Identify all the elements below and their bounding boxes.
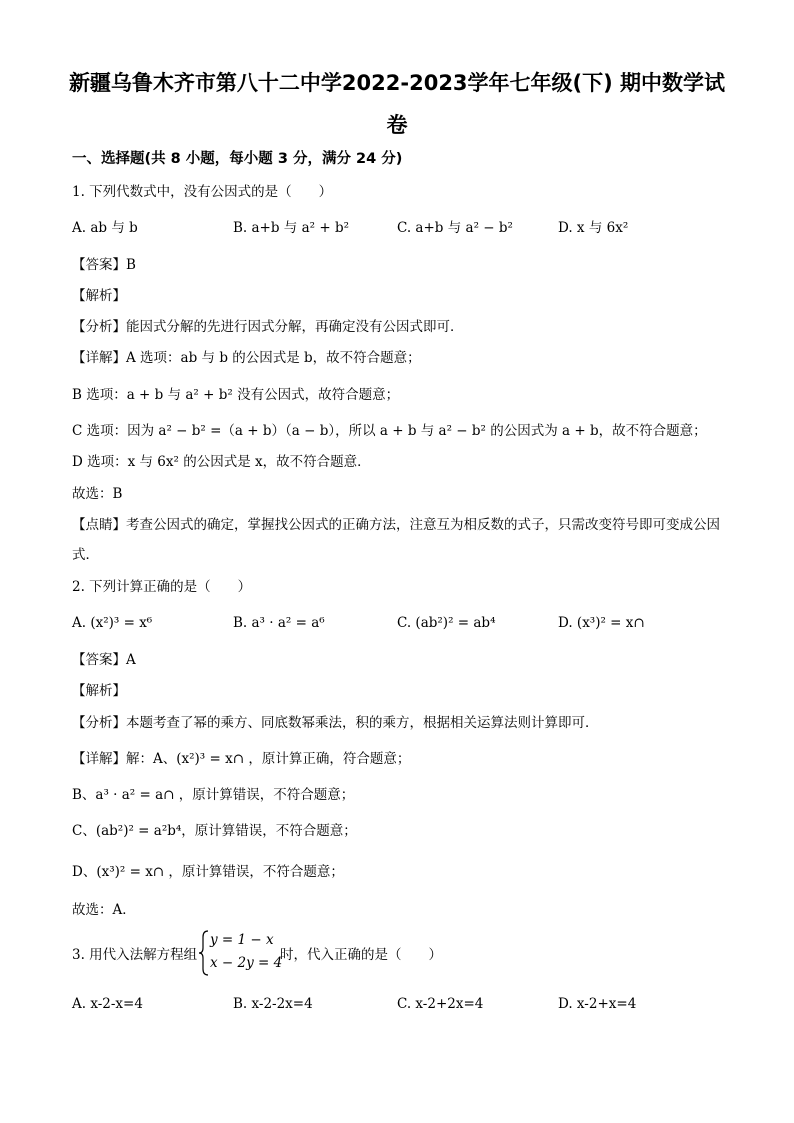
q2-option-c: C. (ab²)² = ab⁴ [397, 615, 496, 631]
q2-detail-a: 【详解】解：A、(x²)³ = x∩ ，原计算正确，符合题意； [72, 751, 411, 767]
q1-dianjing: 【点睛】考查公因式的确定，掌握找公因式的正确方法，注意互为相反数的式子，只需改变符号即可变成公因式． [72, 517, 720, 563]
q2-detail-d: D、(x³)² = x∩ ，原计算错误，不符合题意； [72, 864, 344, 880]
q1-choice: 故选：B [72, 486, 123, 502]
q2-option-a: A. (x²)³ = x⁶ [72, 615, 153, 631]
q1-detail-b: B 选项：a + b 与 a² + b² 没有公因式，故符合题意； [72, 387, 400, 403]
q2-stem: 2. 下列计算正确的是（ ） [72, 579, 252, 595]
q2-choice: 故选：A． [72, 902, 136, 918]
q3-option-c: C. x-2+2x=4 [397, 996, 484, 1012]
q3-option-d: D. x-2+x=4 [558, 996, 637, 1012]
q3-equation-system [198, 930, 288, 974]
q2-analysis-heading: 【解析】 [72, 683, 126, 699]
q1-analysis-heading: 【解析】 [72, 288, 126, 304]
q1-stem: 1. 下列代数式中，没有公因式的是（ ） [72, 184, 333, 200]
q2-option-b: B. a³ · a² = a⁶ [233, 615, 325, 631]
q1-analysis-fenxi: 【分析】能因式分解的先进行因式分解，再确定没有公因式即可． [72, 319, 464, 335]
q1-option-b: B. a+b 与 a² + b² [233, 220, 349, 236]
q1-answer: 【答案】B [72, 257, 136, 273]
section-heading: 一、选择题(共 8 小题，每小题 3 分，满分 24 分) [72, 151, 403, 167]
q2-detail-b: B、a³ · a² = a∩ ，原计算错误，不符合题意； [72, 787, 355, 803]
q1-option-a: A. ab 与 b [72, 220, 138, 236]
q3-stem-suffix: 时，代入正确的是（ ） [280, 947, 442, 963]
q3-option-a: A. x-2-x=4 [72, 996, 143, 1012]
q3-equation-2: x − 2y = 4 [210, 955, 283, 971]
q2-option-d: D. (x³)² = x∩ [558, 615, 645, 631]
left-brace-icon [198, 930, 210, 976]
q3-equation-1: y = 1 − x [210, 932, 274, 948]
q1-option-c: C. a+b 与 a² − b² [397, 220, 513, 236]
q3-option-b: B. x-2-2x=4 [233, 996, 313, 1012]
q2-detail-c: C、(ab²)² = a²b⁴，原计算错误，不符合题意； [72, 823, 357, 839]
q2-analysis-fenxi: 【分析】本题考查了幂的乘方、同底数幂乘法，积的乘方，根据相关运算法则计算即可． [72, 715, 599, 731]
q3-stem-prefix: 3. 用代入法解方程组 [72, 947, 198, 963]
q1-detail-c: C 选项：因为 a² − b² =（a + b）（a − b），所以 a + b 与 a² − b² 的公因式为 a + b，故不符合题意； [72, 423, 707, 439]
page-title-line2: 卷 [386, 113, 408, 137]
q1-option-d: D. x 与 6x² [558, 220, 629, 236]
q1-detail-a: 【详解】A 选项：ab 与 b 的公因式是 b，故不符合题意； [72, 350, 421, 366]
page-title-line1: 新疆乌鲁木齐市第八十二中学2022-2023学年七年级(下) 期中数学试 [68, 71, 726, 95]
q1-detail-d: D 选项：x 与 6x² 的公因式是 x，故不符合题意． [72, 454, 371, 470]
q2-answer: 【答案】A [72, 652, 136, 668]
